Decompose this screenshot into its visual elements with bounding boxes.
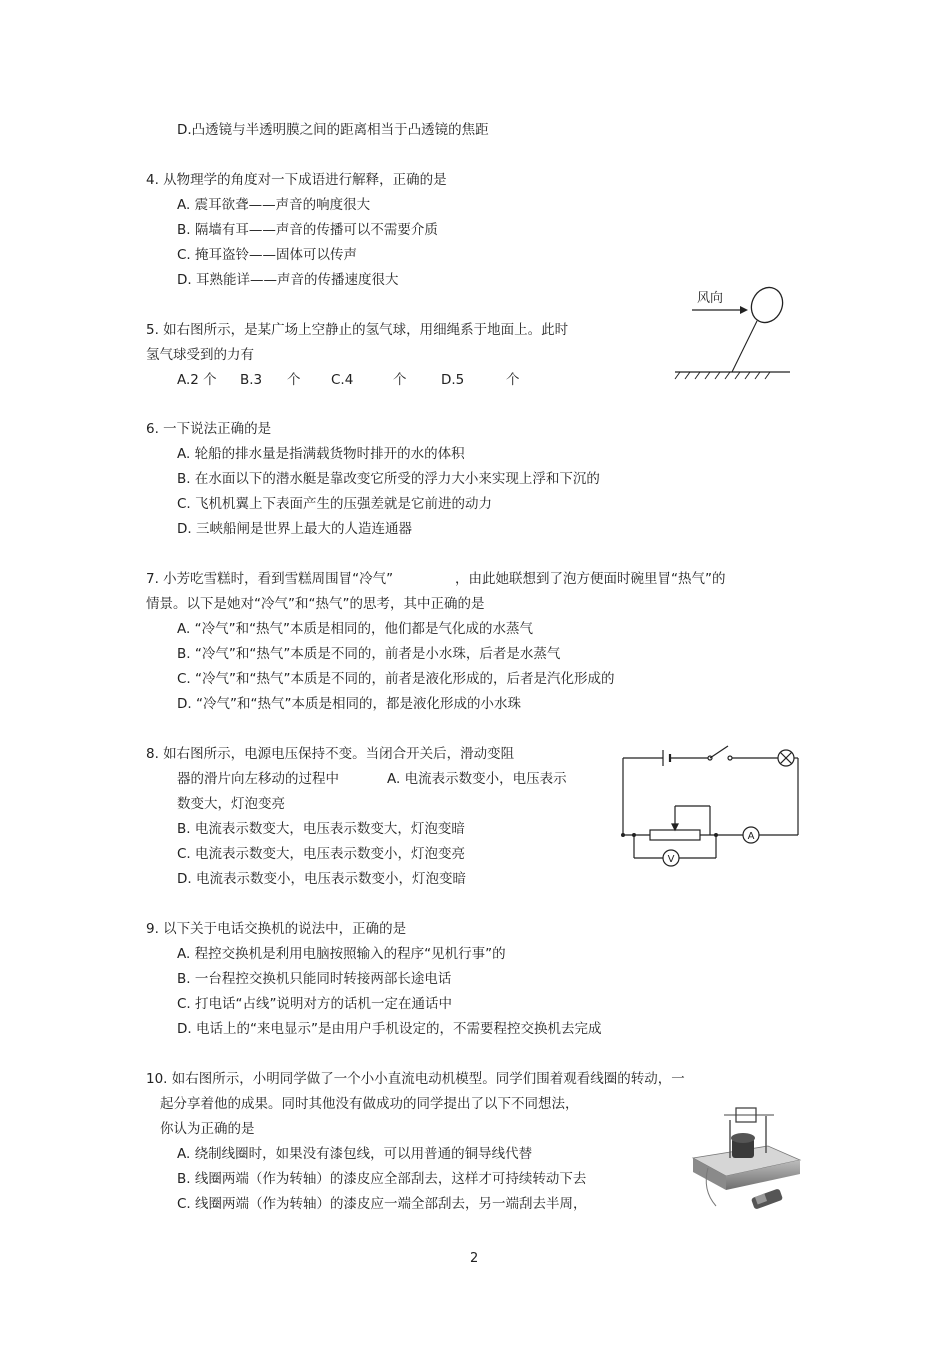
q4-option-c: C. 掩耳盗铃——固体可以传声 [177,247,358,263]
q9-option-c: C. 打电话“占线”说明对方的话机一定在通话中 [177,996,452,1012]
q8-option-a-line1: A. 电流表示数变小，电压表示 [387,771,567,787]
balloon-figure [670,280,795,385]
q9-stem: 9. 以下关于电话交换机的说法中，正确的是 [146,921,407,937]
magnet-top [731,1133,755,1143]
q10-stem-line3: 你认为正确的是 [160,1121,255,1137]
q4-option-b: B. 隔墙有耳——声音的传播可以不需要介质 [177,222,438,238]
q6-option-c: C. 飞机机翼上下表面产生的压强差就是它前进的动力 [177,496,493,512]
q8-option-b: B. 电流表示数变大，电压表示数变大，灯泡变暗 [177,821,465,837]
q3-option-d: D.凸透镜与半透明膜之间的距离相当于凸透镜的焦距 [177,122,489,138]
q8-option-a-line2: 数变大，灯泡变亮 [177,796,285,812]
ammeter-label: A [747,831,755,842]
q10-stem-line2: 起分享着他的成果。同时其他没有做成功的同学提出了以下不同想法， [160,1096,579,1112]
q5-option-a: A.2 个 [177,372,217,388]
q7-option-b: B. “冷气”和“热气”本质是不同的，前者是小水珠，后者是水蒸气 [177,646,561,662]
junction-left [621,833,625,837]
rope [732,321,757,372]
q5-stem-line1: 5. 如右图所示，是某广场上空静止的氢气球，用细绳系于地面上。此时 [146,322,569,338]
q8-stem-line1: 8. 如右图所示，电源电压保持不变。当闭合开关后，滑动变阻 [146,746,515,762]
q4-option-d: D. 耳熟能详——声音的传播速度很大 [177,272,399,288]
motor-model-photo [688,1098,803,1220]
q7-option-c: C. “冷气”和“热气”本质是不同的，前者是液化形成的，后者是汽化形成的 [177,671,615,687]
q8-stem-line2: 器的滑片向左移动的过程中 [177,771,339,787]
q10-option-b: B. 线圈两端（作为转轴）的漆皮应全部刮去，这样才可持续转动下去 [177,1171,587,1187]
rheostat-resistor [650,830,700,840]
q9-option-a: A. 程控交换机是利用电脑按照输入的程序“见机行事”的 [177,946,506,962]
circuit-diagram [618,738,803,873]
q7-stem-line2: 情景。以下是她对“冷气”和“热气”的思考，其中正确的是 [146,596,485,612]
switch-blade [710,746,728,758]
voltmeter-label: V [667,854,675,865]
slider-arrow [672,824,678,830]
q6-stem: 6. 一下说法正确的是 [146,421,272,437]
q10-option-c: C. 线圈两端（作为转轴）的漆皮应一端全部刮去，另一端刮去半周， [177,1196,587,1212]
q4-stem: 4. 从物理学的角度对一下成语进行解释，正确的是 [146,172,447,188]
ground-hatch [675,372,770,379]
q5-option-d: D.5 [441,372,465,388]
q7-stem-line1b: ，由此她联想到了泡方便面时碗里冒“热气”的 [455,571,726,587]
q9-option-d: D. 电话上的“来电显示”是由用户手机设定的，不需要程控交换机去完成 [177,1021,602,1037]
wind-arrowhead [740,306,748,314]
q5-option-c-unit: 个 [393,372,407,388]
q7-stem-line1a: 7. 小芳吃雪糕时，看到雪糕周围冒“冷气” [146,571,394,587]
junction-voltmeter-left [632,833,636,837]
wind-direction-label: 风向 [697,291,724,306]
q6-option-b: B. 在水面以下的潜水艇是靠改变它所受的浮力大小来实现上浮和下沉的 [177,471,600,487]
junction-voltmeter-right [714,833,718,837]
q10-option-a: A. 绕制线圈时，如果没有漆包线，可以用普通的铜导线代替 [177,1146,533,1162]
q7-option-d: D. “冷气”和“热气”本质是相同的，都是液化形成的小水珠 [177,696,521,712]
q5-option-c: C.4 [331,372,354,388]
q5-stem-line2: 氢气球受到的力有 [146,347,254,363]
q5-option-b: B.3 [240,372,263,388]
q5-option-b-unit: 个 [287,372,301,388]
q10-stem-line1: 10. 如右图所示，小明同学做了一个小小直流电动机模型。同学们围着观看线圈的转动，一 [146,1071,685,1087]
q8-option-c: C. 电流表示数变大，电压表示数变小，灯泡变亮 [177,846,466,862]
switch-contact [728,756,732,760]
q5-option-d-unit: 个 [506,372,520,388]
q8-option-d: D. 电流表示数变小，电压表示数变小，灯泡变暗 [177,871,466,887]
q6-option-d: D. 三峡船闸是世界上最大的人造连通器 [177,521,412,537]
q9-option-b: B. 一台程控交换机只能同时转接两部长途电话 [177,971,452,987]
balloon [746,282,788,327]
q6-option-a: A. 轮船的排水量是指满载货物时排开的水的体积 [177,446,465,462]
q4-option-a: A. 震耳欲聋——声音的响度很大 [177,197,371,213]
q7-option-a: A. “冷气”和“热气”本质是相同的，他们都是气化成的水蒸气 [177,621,534,637]
page-number: 2 [470,1251,479,1266]
